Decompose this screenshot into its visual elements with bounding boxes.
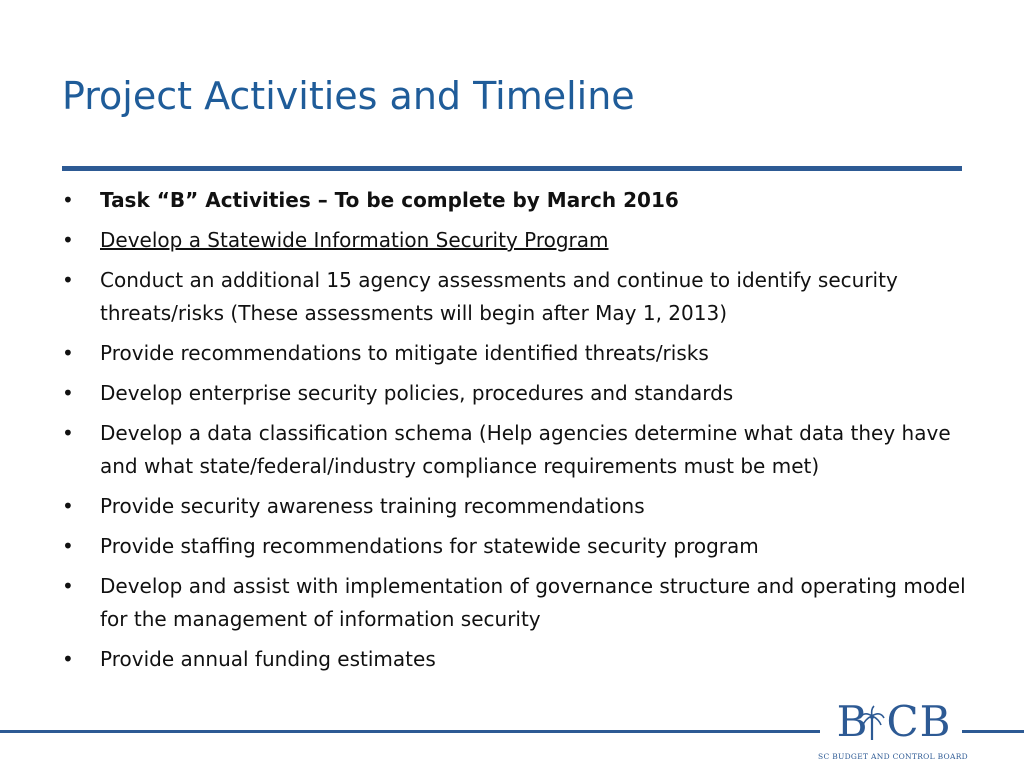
bullet-item [60, 377, 970, 410]
footer-divider-left [0, 730, 820, 733]
bullet-marker: • [62, 534, 74, 558]
bullet-text: Develop enterprise security policies, procedures and standards [100, 381, 734, 405]
logo-subtitle: SC BUDGET AND CONTROL BOARD [818, 752, 968, 761]
bullet-marker: • [62, 421, 74, 445]
bullet-item [60, 570, 970, 636]
slide-title: Project Activities and Timeline [62, 74, 635, 118]
logo-text: B CB [836, 697, 952, 746]
bullet-text: Develop a Statewide Information Security Program [100, 228, 609, 252]
bullet-list [60, 184, 970, 683]
title-divider [62, 166, 962, 171]
bullet-marker: • [62, 188, 74, 212]
bullet-item [60, 643, 970, 676]
bullet-text: Provide recommendations to mitigate identified threats/risks [100, 341, 709, 365]
bullet-text: Provide annual funding estimates [100, 647, 436, 671]
bullet-marker: • [62, 647, 74, 671]
bullet-text: Task “B” Activities – To be complete by March 2016 [100, 188, 679, 212]
bullet-item [60, 224, 970, 257]
bullet-text: Conduct an additional 15 agency assessments and continue to identify security threats/risks (These assessments will begin after May 1, 2013) [100, 268, 898, 325]
bullet-item [60, 417, 970, 483]
bullet-marker: • [62, 341, 74, 365]
bullet-marker: • [62, 494, 74, 518]
bullet-marker: • [62, 228, 74, 252]
bullet-item [60, 530, 970, 563]
bullet-text: Provide security awareness training recommendations [100, 494, 645, 518]
bullet-item [60, 337, 970, 370]
bullet-marker: • [62, 381, 74, 405]
bullet-text: Develop and assist with implementation of governance structure and operating model for the management of information security [100, 574, 966, 631]
bullet-marker: • [62, 268, 74, 292]
bullet-marker: • [62, 574, 74, 598]
bullet-item [60, 264, 970, 330]
bullet-item [60, 184, 970, 217]
bullet-text: Provide staffing recommendations for statewide security program [100, 534, 759, 558]
bullet-item [60, 490, 970, 523]
footer-divider-right [962, 730, 1024, 733]
bullet-text: Develop a data classification schema (Help agencies determine what data they have and what state/federal/industry compliance requirements must be met) [100, 421, 951, 478]
